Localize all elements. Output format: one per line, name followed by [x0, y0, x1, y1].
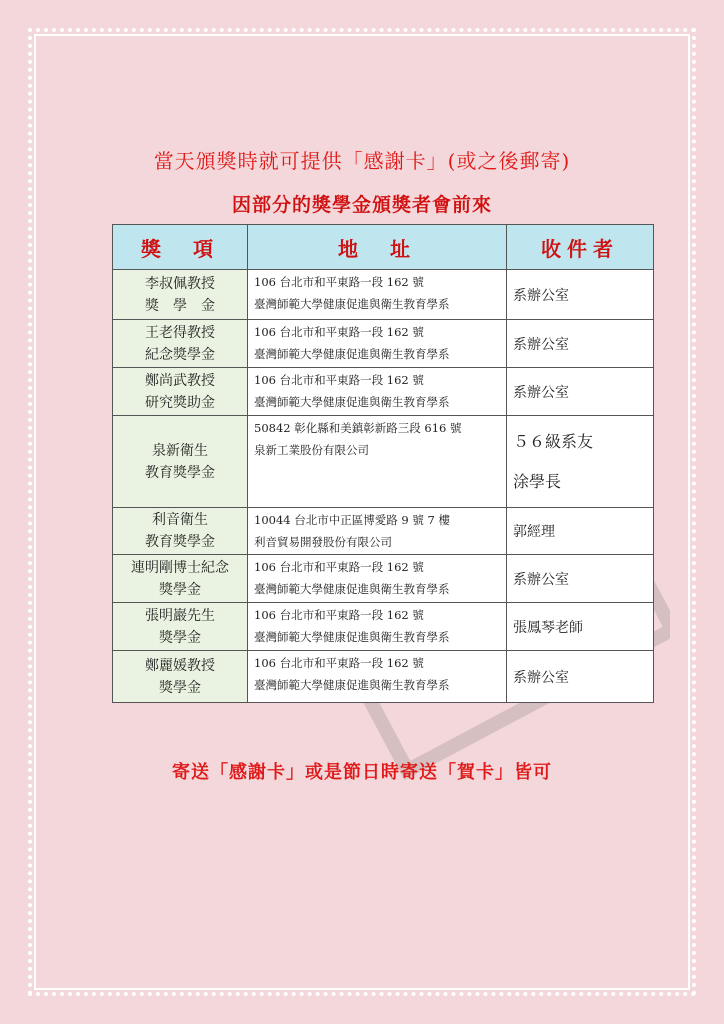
table-row [113, 603, 654, 651]
recipient-cell: 系辦公室 [507, 368, 654, 416]
scholarship-address-table [112, 224, 654, 703]
address-cell: 50842 彰化縣和美鎮彰新路三段 616 號 泉新工業股份有限公司 [248, 416, 507, 508]
address-cell: 106 台北市和平東路一段 162 號 臺灣師範大學健康促進與衛生教育學系 [248, 603, 507, 651]
header-presenters-note: 因部分的獎學金頒獎者會前來 [231, 194, 492, 216]
award-cell: 連明剛博士紀念 獎學金 [113, 555, 248, 603]
address-cell: 10044 台北市中正區博愛路 9 號 7 樓 利音貿易開發股份有限公司 [248, 508, 507, 555]
address-cell: 106 台北市和平東路一段 162 號 臺灣師範大學健康促進與衛生教育學系 [248, 368, 507, 416]
footer-card-note: 寄送「感謝卡」或是節日時寄送「賀卡」皆可 [172, 762, 552, 783]
recipient-cell: 系辦公室 [507, 270, 654, 320]
address-cell: 106 台北市和平東路一段 162 號 臺灣師範大學健康促進與衛生教育學系 [248, 651, 507, 703]
column-header-address: 地 址 [248, 225, 507, 270]
award-cell: 泉新衛生 教育獎學金 [113, 416, 248, 508]
award-cell: 鄭麗媛教授 獎學金 [113, 651, 248, 703]
table-row [113, 320, 654, 368]
award-cell: 張明巖先生 獎學金 [113, 603, 248, 651]
table-row [113, 651, 654, 703]
table-header-row [113, 225, 654, 270]
award-cell: 利音衛生 教育獎學金 [113, 508, 248, 555]
award-cell: 王老得教授 紀念獎學金 [113, 320, 248, 368]
award-cell: 鄭尚武教授 研究獎助金 [113, 368, 248, 416]
column-header-recipient: 收件者 [507, 225, 654, 270]
award-cell: 李叔佩教授 獎 學 金 [113, 270, 248, 320]
table-row [113, 270, 654, 320]
address-cell: 106 台北市和平東路一段 162 號 臺灣師範大學健康促進與衛生教育學系 [248, 555, 507, 603]
recipient-cell: 系辦公室 [507, 555, 654, 603]
recipient-cell: 張鳳琴老師 [507, 603, 654, 651]
table-row [113, 368, 654, 416]
column-header-award: 獎 項 [113, 225, 248, 270]
header-thank-you-card-note: 當天頒獎時就可提供「感謝卡」(或之後郵寄) [153, 149, 571, 173]
table-row [113, 508, 654, 555]
recipient-cell: 系辦公室 [507, 651, 654, 703]
recipient-cell: ５６級系友 涂學長 [507, 416, 654, 508]
table-row [113, 416, 654, 508]
address-cell: 106 台北市和平東路一段 162 號 臺灣師範大學健康促進與衛生教育學系 [248, 270, 507, 320]
recipient-cell: 郭經理 [507, 508, 654, 555]
recipient-cell: 系辦公室 [507, 320, 654, 368]
table-row [113, 555, 654, 603]
address-cell: 106 台北市和平東路一段 162 號 臺灣師範大學健康促進與衛生教育學系 [248, 320, 507, 368]
